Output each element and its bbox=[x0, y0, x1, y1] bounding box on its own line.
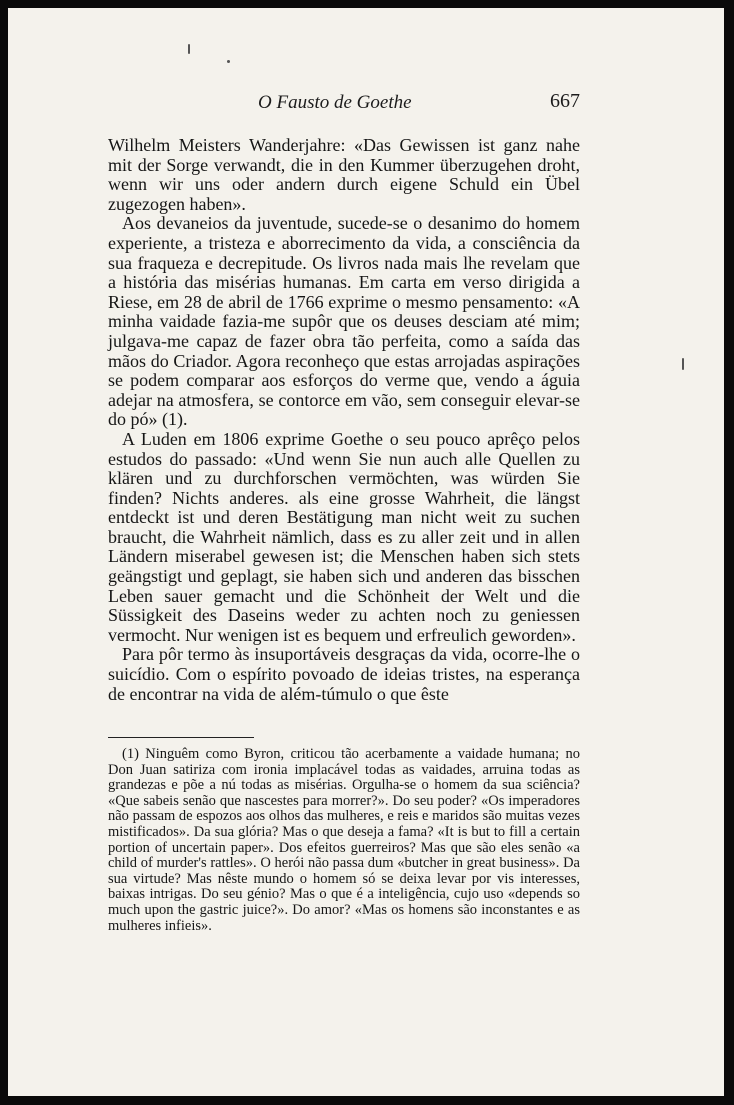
footnote-rule bbox=[108, 737, 254, 738]
paragraph: A Luden em 1806 exprime Goethe o seu pouco aprêço pelos estudos do passado: «Und wenn Sie nun auch alle Quellen zu klären und zu durchforschen vermöchten, was würden Sie finden? Nichts anderes. als eine grosse Wahrheit, die längst entdeckt ist und deren Bestätigung man nicht weit zu suchen braucht, die Wahrheit nämlich, dass es zu aller zeit und in allen Ländern miserabel gewesen ist; die Menschen haben sich stets geängstigt und geplagt, sie haben sich und anderen das bisschen Leben sauer gemacht und die Schönheit der Welt und die Süssigkeit des Daseins weder zu achten noch zu geniessen vermocht. Nur wenigen ist es bequem und erfreulich geworden». bbox=[108, 428, 580, 645]
paper-speck bbox=[188, 44, 190, 54]
paper-speck bbox=[227, 60, 230, 63]
footnote: (1) Ninguêm como Byron, criticou tão acerbamente a vaidade humana; no Don Juan satiriza com ironia implacável todas as vaidades, arruina todas as grandezas e põe a nú todas as misérias. Orgulha-se o homem da sua sciência? «Que sabeis senão que nascestes para morrer?». Do seu poder? «Os imperadores não passam de espozos aos olhos das mulheres, e reis e maridos são muitas vezes mistificados». Da sua glória? Mas o que deseja a fama? «It is but to fill a certain portion of uncertain paper». Dos efeitos guerreiros? Mas que são eles senão «a child of murder's rattles». O herói não passa dum «butcher in great business». Da sua virtude? Mas nêste mundo o homem só se deixa levar por vis interesses, baixas intrigas. Do seu génio? Mas o que é a inteligência, cujo uso «depends so much upon the gastric juice?». Do amor? «Mas os homens são inconstantes e as mulheres infieis». bbox=[108, 746, 580, 934]
page-number: 667 bbox=[550, 90, 580, 112]
paper-speck bbox=[682, 358, 684, 370]
book-page bbox=[8, 8, 724, 1096]
paragraph: Wilhelm Meisters Wanderjahre: «Das Gewissen ist ganz nahe mit der Sorge verwandt, die in den Kummer überzugehen droht, wenn wir uns oder andern durch eigene Schuld ein Übel zugezogen haben». bbox=[108, 135, 580, 214]
page-header bbox=[108, 86, 578, 114]
paragraph: Aos devaneios da juventude, sucede-se o desanimo do homem experiente, a tristeza e aborrecimento da vida, a consciência da sua fraqueza e decrepitude. Os livros nada mais lhe revelam que a história das misérias humanas. Em carta em verso dirigida a Riese, em 28 de abril de 1766 exprime o mesmo pensamento: «A minha vaidade fazia-me supôr que os deuses desciam até mim; julgava-me capaz de fazer obra tão perfeita, como a saída das mãos do Criador. Agora reconheço que estas arrojadas aspirações se podem comparar aos esforços do verme que, vendo a águia adejar na atmosfera, se contorce em vão, sem conseguir elevar-se do pó» (1). bbox=[108, 213, 580, 430]
main-text bbox=[108, 136, 580, 704]
paragraph: Para pôr termo às insuportáveis desgraças da vida, ocorre-lhe o suicídio. Com o espírito povoado de ideias tristes, na esperança de encontrar na vida de além-túmulo o que êste bbox=[108, 644, 580, 704]
running-title: O Fausto de Goethe bbox=[258, 92, 412, 113]
